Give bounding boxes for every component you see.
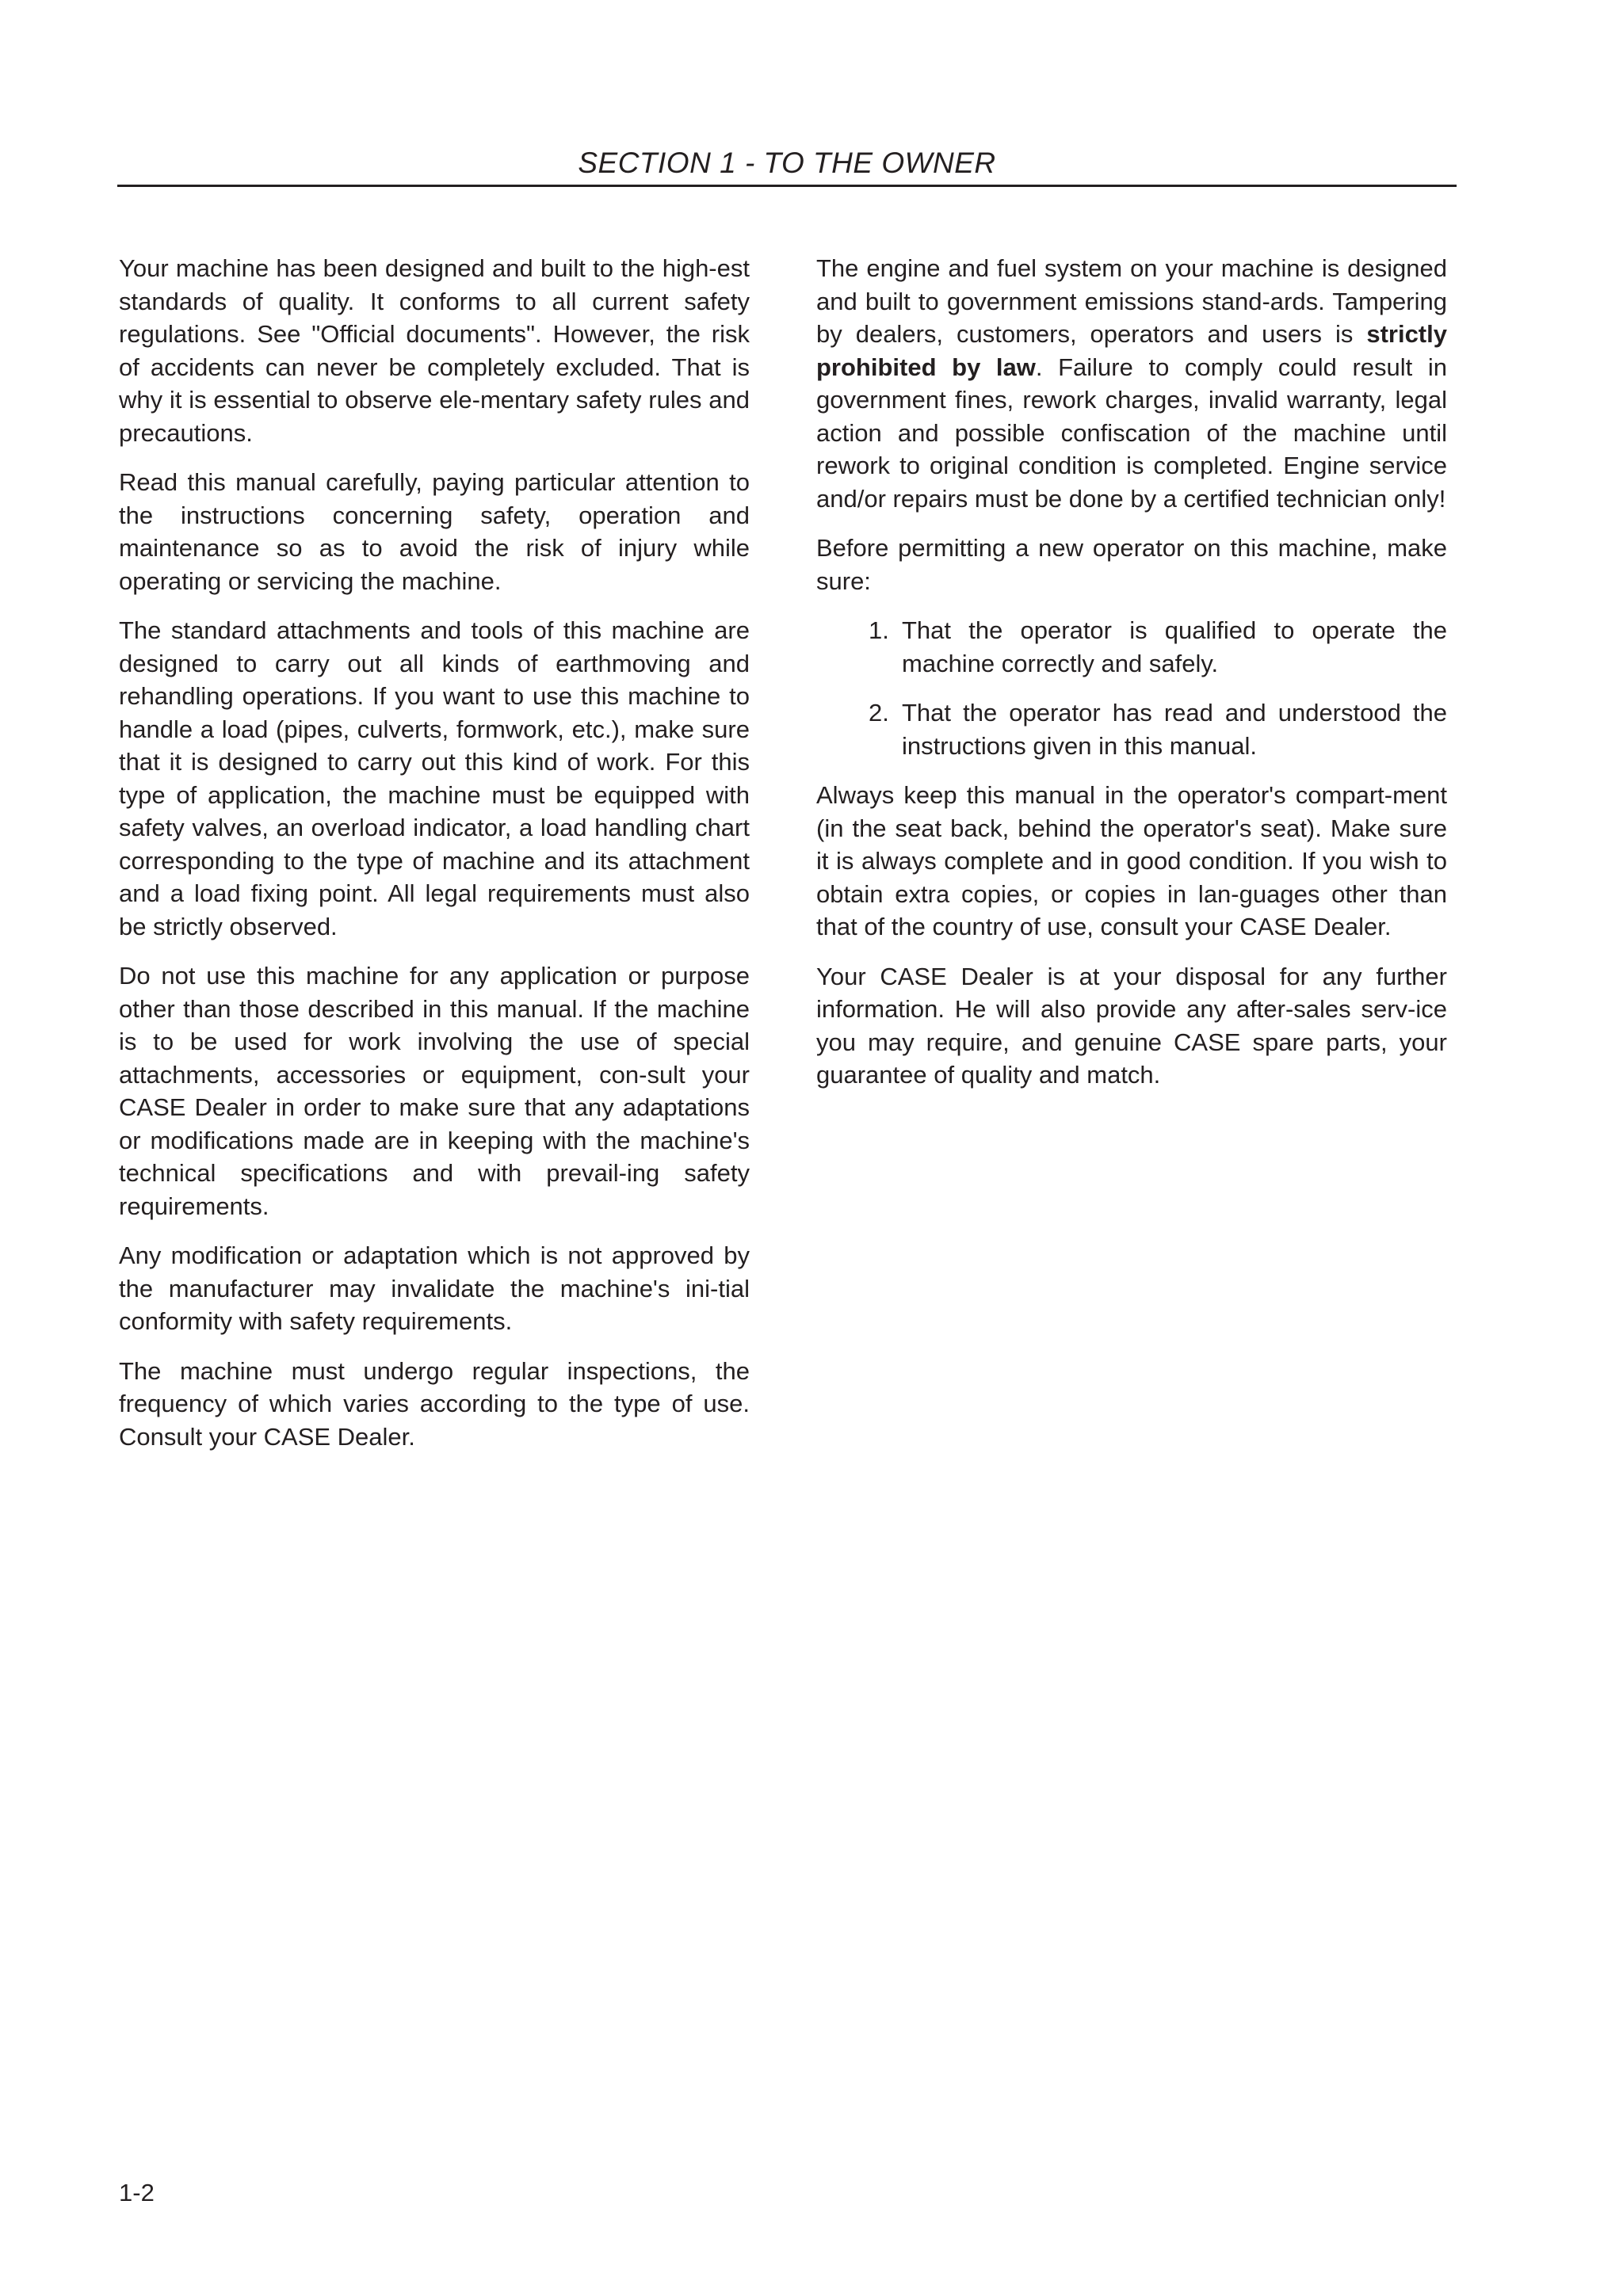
paragraph-standard-attachments: The standard attachments and tools of this machine are designed to carry out all kinds of earthmoving and rehandling operations. If you want to use this machine to handle a load (pipes, culverts, formwork, etc.), make sure that it is designed to carry out this kind of work. For this type of application, the machine must be equipped with safety valves, an overload indicator, a load handling chart corresponding to the type of machine and its attachment and a load fixing point. All legal requirements must also be strictly observed. xyxy=(119,616,750,940)
left-column xyxy=(119,252,750,1470)
list-item-text: That the operator has read and understood the instructions given in this manual. xyxy=(902,699,1447,760)
list-item xyxy=(816,614,1447,680)
paragraph-keep-manual: Always keep this manual in the operator's compart-ment (in the seat back, behind the operator's seat). Make sure it is always complete and in good condition. If you wish to obtain extra copies, or copies in lan-guages other than that of the country of use, consult your CASE Dealer. xyxy=(816,781,1447,940)
paragraph-modifications: Any modification or adaptation which is not approved by the manufacturer may invalidate the machine's ini-tial conformity with safety requirements. xyxy=(119,1241,750,1335)
list-item-number: 2. xyxy=(869,699,889,727)
paragraph-read-manual: Read this manual carefully, paying particular attention to the instructions concerning safety, operation and maintenance so as to avoid the risk of injury while operating or servicing the machine. xyxy=(119,468,750,595)
header-rule xyxy=(117,185,1457,187)
emissions-text-end: . Failure to comply could result in government fines, rework charges, invalid warranty, legal action and possible confiscation of the machine until rework to original condition is completed. Engine service and/or repairs must be done by a certified technician only! xyxy=(816,353,1447,513)
paragraph-dealer-support: Your CASE Dealer is at your disposal for any further information. He will also provide any after-sales serv-ice you may require, and genuine CASE spare parts, your guarantee of quality and match. xyxy=(816,962,1447,1089)
page-number: 1-2 xyxy=(119,2179,155,2206)
list-item xyxy=(816,696,1447,762)
paragraph-inspections: The machine must undergo regular inspections, the frequency of which varies according to the type of use. Consult your CASE Dealer. xyxy=(119,1356,750,1451)
paragraph-quality-standards: Your machine has been designed and built to the high-est standards of quality. It conforms to all current safety regulations. See "Official documents". However, the risk of accidents can never be completely excluded. That is why it is essential to observe ele-mentary safety rules and precautions. xyxy=(119,254,750,447)
paragraph-emissions xyxy=(816,252,1447,515)
list-item-text: That the operator is qualified to operate the machine correctly and safely. xyxy=(902,616,1447,677)
list-item-number: 1. xyxy=(869,616,889,644)
operator-checklist xyxy=(816,614,1447,762)
emissions-bold-warning: strictly prohibited by law xyxy=(816,320,1447,381)
paragraph-operator-intro: Before permitting a new operator on this machine, make sure: xyxy=(816,534,1447,595)
section-header: SECTION 1 - TO THE OWNER xyxy=(578,147,996,179)
right-column xyxy=(816,252,1447,1108)
paragraph-intended-use: Do not use this machine for any application or purpose other than those described in this manual. If the machine is to be used for work involving the use of special attachments, accessories or equipment, con-sult your CASE Dealer in order to make sure that any adaptations or modifications made are in keeping with the machine's technical specifications and with prevail-ing safety requirements. xyxy=(119,962,750,1220)
emissions-text-start: The engine and fuel system on your machine is designed and built to government emissions stand-ards. Tampering by dealers, customers, operators and users is xyxy=(816,254,1447,348)
